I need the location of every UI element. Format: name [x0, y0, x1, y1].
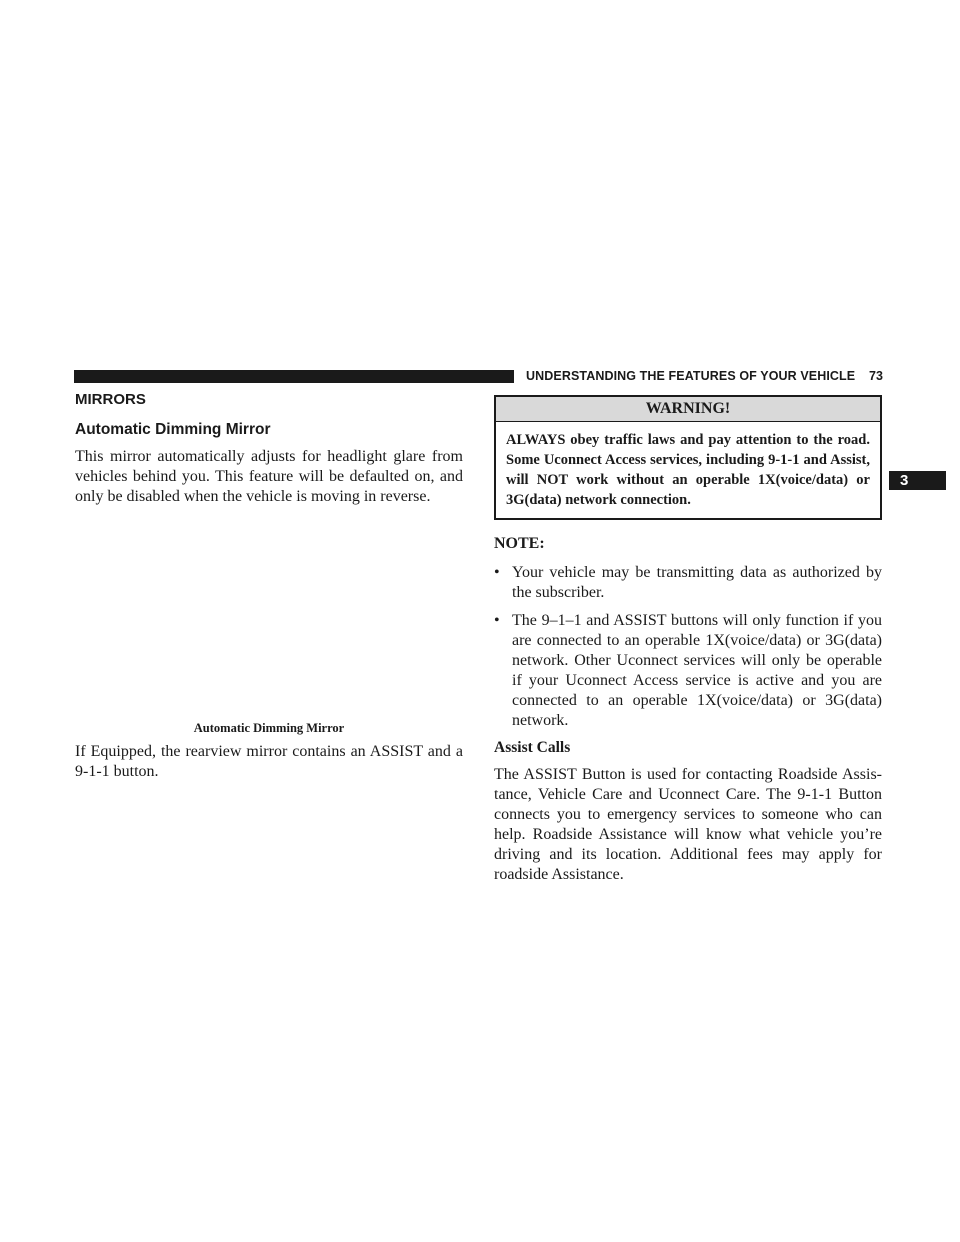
- page-number: 73: [869, 369, 883, 383]
- assist-calls-paragraph: The ASSIST Button is used for contacting Roadside Assis- tance, Vehicle Care and Uconnect Care. The 9-1-1 Button connects you to emergency services to someone who can help. Roadside Assistance will know what vehicle you’re driving and its location. Additional fees may apply for roadside Assistance.: [494, 766, 882, 883]
- note-item: • Your vehicle may be transmitting data as authorized by the subscriber.: [494, 563, 882, 603]
- subsection-title: Automatic Dimming Mirror: [75, 421, 271, 438]
- mirror-figure: [75, 507, 463, 721]
- warning-box: [494, 395, 882, 520]
- note-label: NOTE:: [494, 535, 545, 552]
- equipped-paragraph: If Equipped, the rearview mirror contains an ASSIST and a 9-1-1 button.: [75, 743, 463, 780]
- right-column: [494, 395, 882, 885]
- warning-title: WARNING!: [496, 397, 880, 422]
- warning-text: ALWAYS obey traffic laws and pay attention to the road. Some Uconnect Access services, including 9-1-1 and Assist, will NOT work without an operable 1X(voice/data) or 3G(data) network connection.: [506, 432, 870, 508]
- left-column: [75, 391, 463, 782]
- figure-caption: Automatic Dimming Mirror: [193, 721, 345, 735]
- note-list: [494, 563, 882, 731]
- header-rule: [74, 370, 514, 383]
- assist-calls-heading: Assist Calls: [494, 739, 571, 756]
- section-title: MIRRORS: [75, 391, 146, 408]
- chapter-tab: 3: [889, 471, 946, 490]
- running-header-title: UNDERSTANDING THE FEATURES OF YOUR VEHICLE: [526, 369, 856, 383]
- intro-paragraph: This mirror automatically adjusts for headlight glare from vehicles behind you. This feature will be defaulted on, and only be disabled when the vehicle is moving in reverse.: [75, 448, 463, 505]
- note-item: • The 9–1–1 and ASSIST buttons will only function if you are connected to an operable 1X(voice/data) or 3G(data) network. Other Uconnect services will only be operable if your Uconnect Access service is active and you are connected to an operable 1X(voice/data) or 3G(data) network.: [494, 611, 882, 731]
